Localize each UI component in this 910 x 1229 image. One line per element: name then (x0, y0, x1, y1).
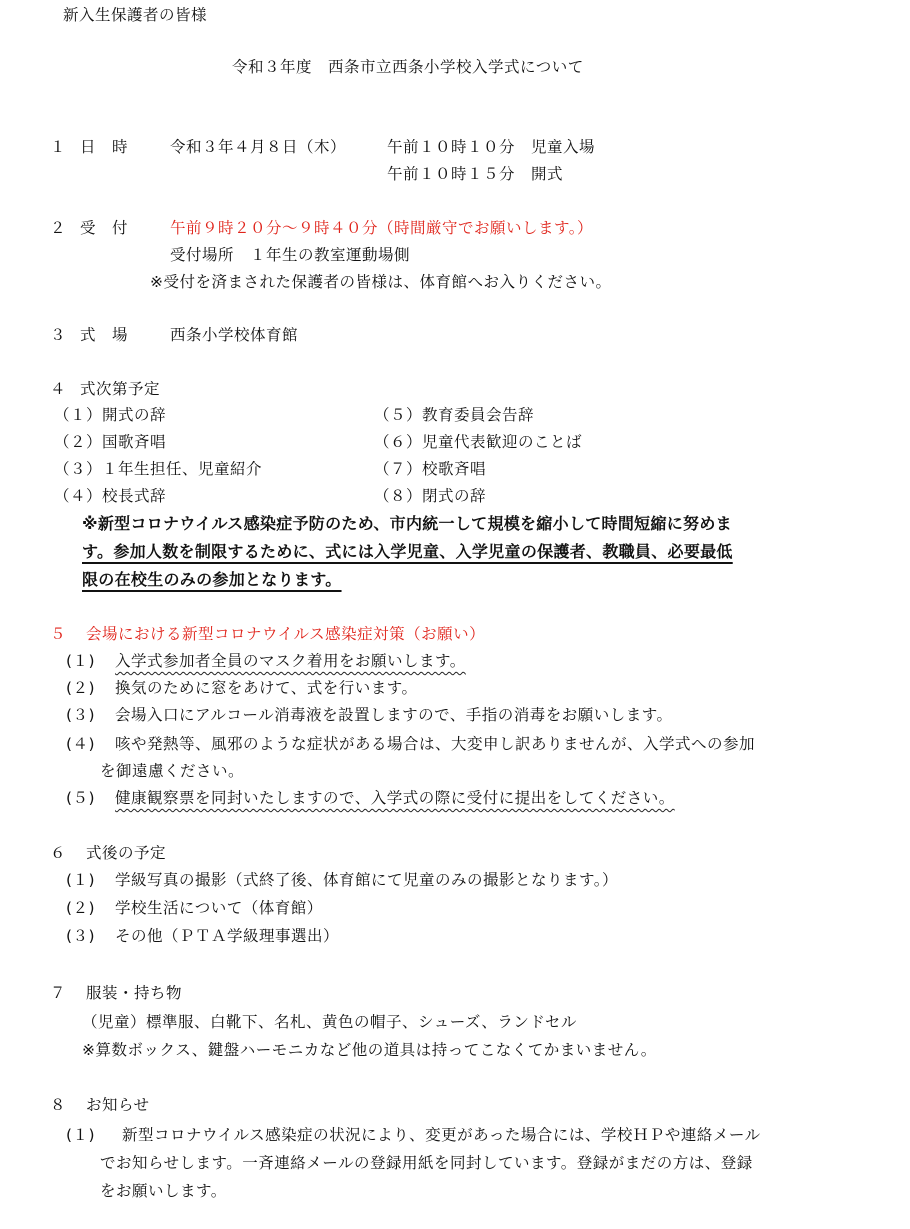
list-item: 学校生活について（体育館） (115, 899, 323, 917)
list-item: 会場入口にアルコール消毒液を設置しますので、手指の消毒をお願いします。 (115, 706, 673, 724)
list-item: 入学式参加者全員のマスク着用をお願いします。 (115, 652, 466, 670)
list-item: 学級写真の撮影（式終了後、体育館にて児童のみの撮影となります。） (115, 871, 619, 889)
section-4-number: ４ (50, 380, 67, 398)
clothing-list: （児童）標準服、白靴下、名札、黄色の帽子、シューズ、ランドセル (82, 1013, 577, 1031)
section-1-date: 令和３年４月８日（木） (170, 138, 347, 156)
program-item: （２）国歌斉唱 (54, 433, 167, 451)
list-item: 換気のために窓をあけて、式を行います。 (115, 679, 418, 697)
section-7-number: ７ (50, 984, 67, 1002)
list-item: 健康観察票を同封いたしますので、入学式の際に受付に提出をしてください。 (115, 789, 675, 807)
section-1-opening-time: 午前１０時１５分 開式 (387, 165, 564, 183)
page-title: 令和３年度 西条市立西条小学校入学式について (232, 58, 584, 76)
list-item-label: (１) (66, 652, 96, 670)
section-2-reception-time: 午前９時２０分～９時４０分（時間厳守でお願いします。） (170, 219, 594, 237)
section-5-number: ５ (50, 625, 67, 643)
section-2-note: ※受付を済まされた保護者の皆様は、体育館へお入りください。 (150, 273, 612, 291)
notice-text-line: 新型コロナウイルス感染症の状況により、変更があった場合には、学校ＨＰや連絡メール (122, 1126, 761, 1144)
notice-line: す。参加人数を制限するために、式には入学児童、入学児童の保護者、教職員、必要最低 (82, 542, 733, 561)
section-1-heading: 日 時 (80, 138, 129, 156)
list-item-label: (１) (66, 1126, 96, 1144)
notice-text-line: でお知らせします。一斉連絡メールの登録用紙を同封しています。登録がまだの方は、登録 (100, 1154, 753, 1172)
recipient: 新入生保護者の皆様 (63, 6, 208, 24)
list-item-label: (１) (66, 871, 96, 889)
list-item-label: (４) (66, 735, 96, 753)
section-1-entrance-time: 午前１０時１０分 児童入場 (387, 138, 596, 156)
list-item-label: (２) (66, 679, 96, 697)
program-item: （１）開式の辞 (54, 406, 167, 424)
section-8-heading: お知らせ (86, 1096, 150, 1114)
section-1-number: １ (50, 138, 67, 156)
section-6-number: ６ (50, 844, 67, 862)
list-item-label: (３) (66, 927, 96, 945)
list-item-label: (３) (66, 706, 96, 724)
section-6-heading: 式後の予定 (86, 844, 167, 862)
section-3-venue: 西条小学校体育館 (170, 326, 299, 344)
program-item: （４）校長式辞 (54, 487, 167, 505)
section-2-heading: 受 付 (80, 219, 129, 237)
section-4-heading: 式次第予定 (80, 380, 161, 398)
belongings-note: ※算数ボックス、鍵盤ハーモニカなど他の道具は持ってこなくてかまいません。 (82, 1041, 657, 1059)
program-item: （８）閉式の辞 (374, 487, 487, 505)
list-item-label: (５) (66, 789, 96, 807)
list-item-continuation: を御遠慮ください。 (100, 762, 245, 780)
section-7-heading: 服装・持ち物 (86, 984, 183, 1002)
section-2-reception-place: 受付場所 １年生の教室運動場側 (170, 246, 411, 264)
program-item: （５）教育委員会告辞 (374, 406, 535, 424)
program-item: （６）児童代表歓迎のことば (374, 433, 583, 451)
list-item-label: (２) (66, 899, 96, 917)
program-item: （３）１年生担任、児童紹介 (54, 460, 263, 478)
section-8-number: ８ (50, 1096, 67, 1114)
section-3-number: ３ (50, 326, 67, 344)
section-2-number: ２ (50, 219, 67, 237)
program-item: （７）校歌斉唱 (374, 460, 487, 478)
notice-line: 限の在校生のみの参加となります。 (82, 570, 342, 589)
section-5-heading: 会場における新型コロナウイルス感染症対策（お願い） (86, 625, 486, 643)
notice-text-line: をお願いします。 (100, 1182, 227, 1200)
list-item: その他（ＰＴＡ学級理事選出） (115, 927, 340, 945)
notice-line: ※新型コロナウイルス感染症予防のため、市内統一して規模を縮小して時間短縮に努めま (82, 514, 732, 533)
section-3-heading: 式 場 (80, 326, 129, 344)
list-item: 咳や発熱等、風邪のような症状がある場合は、大変申し訳ありませんが、入学式への参加 (115, 735, 756, 753)
